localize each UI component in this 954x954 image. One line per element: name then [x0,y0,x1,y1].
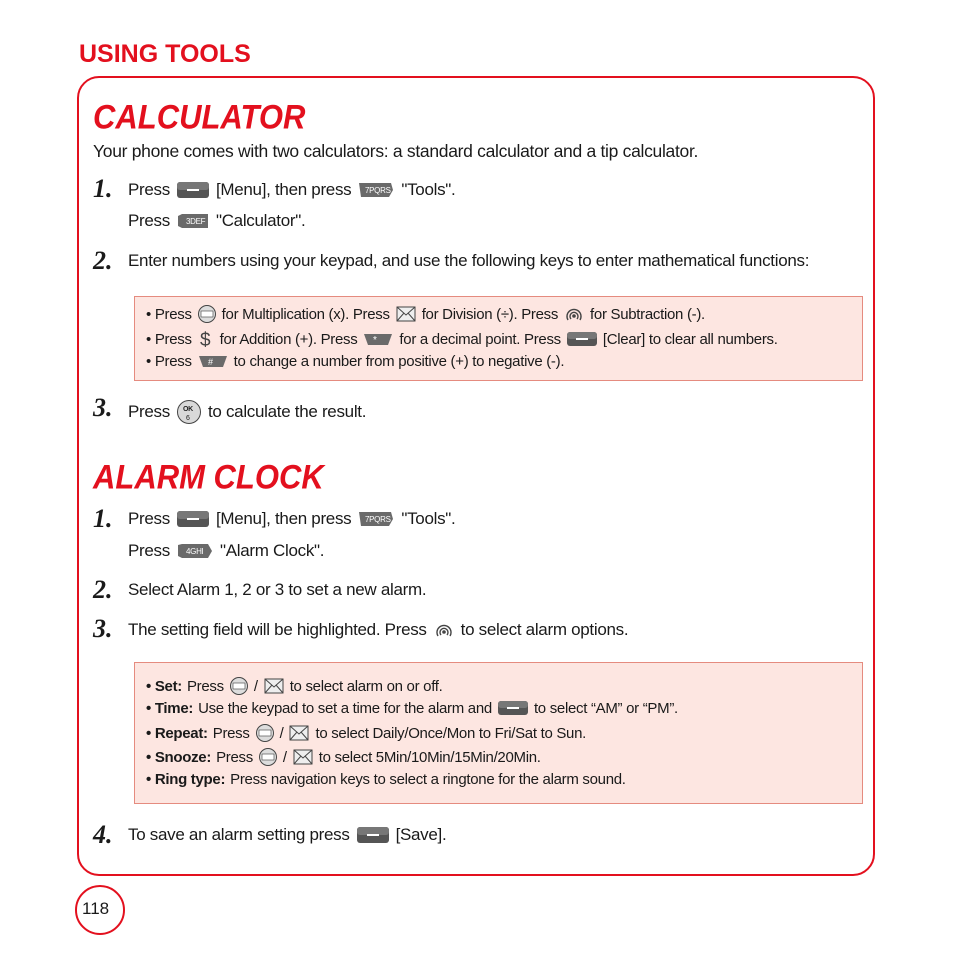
text: for Addition (+). Press [219,330,358,348]
message-key-icon [263,677,285,695]
text: Press [128,211,170,230]
text: / [253,677,258,695]
key-4-icon [176,541,214,561]
label: • Ring type: [146,771,226,788]
speaker-key-icon [563,305,585,323]
alarm-step1-line1 [128,509,455,529]
text: • Press [146,352,192,370]
label: • Snooze: [146,748,212,766]
key-7-icon [357,509,395,529]
message-key-icon [292,748,314,766]
ok-key-sublabel: 6 [185,415,190,422]
calc-step3-line [128,399,366,425]
box-line-repeat [146,723,586,743]
text: / [279,724,284,742]
step-number: 3. [93,614,113,643]
text: [Menu], then press [215,509,352,528]
calc-step1-line2 [128,211,305,231]
key-7-label: 7PQRS [365,515,391,524]
soft-key-icon [176,180,210,200]
box-line [146,328,778,350]
step-number: 2. [93,246,113,275]
text: "Tools". [401,509,456,528]
key-7-label: 7PQRS [365,186,391,195]
alarm-step3-line [128,620,628,640]
key-3-label: 3DEF [185,217,206,226]
text: to select “AM” or “PM”. [533,699,678,717]
text: Press [212,724,250,742]
calculator-intro: Your phone comes with two calculators: a standard calculator and a tip calculator. [93,141,699,161]
text: to select alarm on or off. [289,677,443,695]
text: [Menu], then press [215,180,352,199]
calculator-heading: CALCULATOR [93,97,306,137]
step-number: 2. [93,575,113,604]
text: to select 5Min/10Min/15Min/20Min. [318,748,541,766]
ok-key-icon [176,399,202,425]
soft-key-icon [176,509,210,529]
ok-key-label: OK [182,406,193,413]
text: [Clear] to clear all numbers. [602,330,778,348]
text: to change a number from positive (+) to negative (-). [233,352,565,370]
step-number: 1. [93,504,113,533]
text: to calculate the result. [207,402,367,421]
message-key-icon [395,305,417,323]
box-line-ring-type [146,771,626,788]
soft-key-icon [356,825,390,845]
text: for Division (÷). Press [421,305,559,323]
label: • Time: [146,699,194,717]
text: / [282,748,287,766]
text: Press navigation keys to select a ringtone for the alarm sound. [230,771,626,788]
soft-key-icon [566,330,598,348]
svg-text:$: $ [199,330,210,350]
text: to select alarm options. [460,620,629,639]
calc-step1-line1 [128,180,455,200]
nav-key-icon [255,723,275,743]
label: • Repeat: [146,724,208,742]
text: To save an alarm setting press [128,825,350,844]
text: for Subtraction (-). [590,305,705,323]
soft-key-icon [497,699,529,717]
speaker-key-icon [433,621,455,639]
step-number: 1. [93,174,113,203]
nav-key-icon [258,747,278,767]
text: Press [128,180,170,199]
text: to select Daily/Once/Mon to Fri/Sat to Sun. [315,724,587,742]
text: Press [128,509,170,528]
key-3-icon [176,211,210,231]
alarm-step1-line2 [128,541,324,561]
label: • Set: [146,677,182,695]
text: "Alarm Clock". [219,541,325,560]
text: for a decimal point. Press [399,330,561,348]
nav-key-icon [229,676,249,696]
text: Press [186,677,224,695]
star-key-icon [362,330,394,348]
step-number: 3. [93,393,113,422]
text: Use the keypad to set a time for the alarm and [198,699,492,717]
text: Press [216,748,253,766]
alarm-clock-heading: ALARM CLOCK [93,457,324,497]
box-line-time [146,699,678,717]
message-key-icon [288,724,310,742]
text: for Multiplication (x). Press [221,305,390,323]
key-4-label: 4GHI [185,547,204,556]
step-number: 4. [93,820,113,849]
page-number: 118 [82,899,110,918]
calc-step2-text: Enter numbers using your keypad, and use the following keys to enter mathematical functions: [128,251,810,270]
alarm-step2-text: Select Alarm 1, 2 or 3 to set a new alarm. [128,580,427,599]
hash-key-icon [197,352,229,370]
box-line-snooze [146,747,541,767]
box-line [146,304,705,324]
section-label: USING TOOLS [79,40,251,68]
box-line [146,352,564,370]
alarm-options-box [134,662,863,804]
text: "Tools". [401,180,456,199]
nav-key-icon [197,304,217,324]
text: • Press [146,330,192,348]
dollar-key-icon [197,328,215,350]
text: The setting field will be highlighted. Press [128,620,427,639]
text: Press [128,402,170,421]
text: Press [128,541,170,560]
text: • Press [146,305,192,323]
box-line-set [146,676,443,696]
calculator-keys-box [134,296,863,381]
text: [Save]. [395,825,447,844]
alarm-step4-line [128,825,446,845]
star-key-label: * [373,335,378,346]
text: "Calculator". [215,211,306,230]
hash-key-label: # [207,357,213,367]
key-7-icon [357,180,395,200]
